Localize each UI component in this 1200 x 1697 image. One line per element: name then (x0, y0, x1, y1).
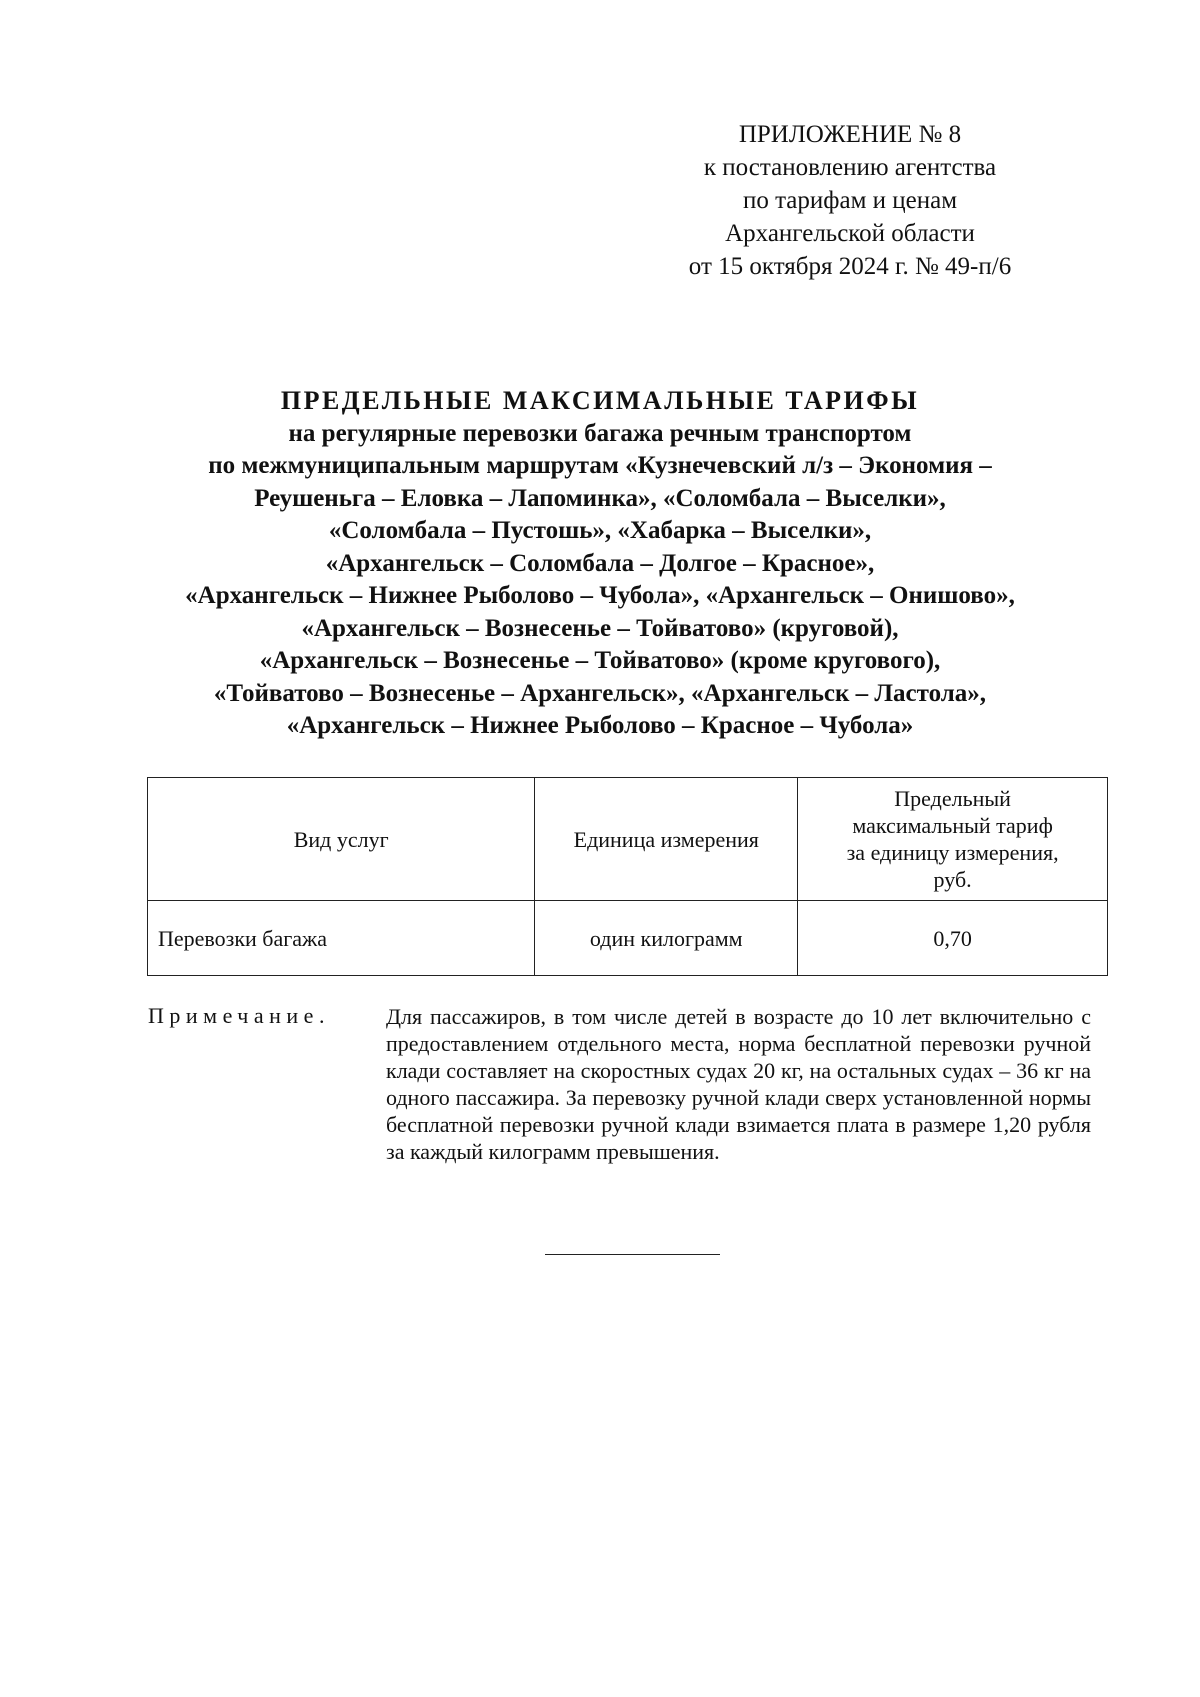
title-line: «Соломбала – Пустошь», «Хабарка – Выселки», (328, 517, 872, 544)
table-header-row (148, 778, 1108, 901)
appendix-header (650, 118, 1050, 283)
appendix-line-4: Архангельской области (725, 220, 975, 247)
title-line: «Тойватово – Вознесенье – Архангельск», «Архангельск – Ластола», (213, 679, 987, 707)
title-line: «Архангельск – Вознесенье – Тойватово» (круговой), (301, 614, 899, 642)
header-unit: Единица измерения (535, 778, 798, 901)
cell-service: Перевозки багажа (148, 901, 535, 976)
cell-tariff: 0,70 (798, 901, 1108, 976)
title-line: на регулярные перевозки багажа речным транспортом (288, 419, 912, 447)
appendix-date-number: от 15 октября 2024 г. № 49-п/6 (688, 253, 1012, 280)
header-tariff-line: максимальный тариф (852, 813, 1053, 838)
end-divider (545, 1254, 720, 1255)
title-line: «Архангельск – Вознесенье – Тойватово» (кроме кругового), (259, 647, 941, 674)
title-main: ПРЕДЕЛЬНЫЕ МАКСИМАЛЬНЫЕ ТАРИФЫ (280, 386, 920, 415)
header-tariff-line: за единицу измерения, (846, 840, 1059, 865)
title-line: «Архангельск – Соломбала – Долгое – Красное», (325, 549, 875, 577)
title-line: Реушеньга – Еловка – Лапоминка», «Соломбала – Выселки», (254, 484, 946, 512)
header-tariff-line: руб. (933, 867, 972, 892)
header-tariff (798, 778, 1108, 901)
title-line: по межмуниципальным маршрутам «Кузнечевский л/з – Экономия – (208, 452, 992, 479)
title-line: «Архангельск – Нижнее Рыболово – Красное – Чубола» (286, 712, 914, 739)
cell-unit: один килограмм (535, 901, 798, 976)
note-text: Для пассажиров, в том числе детей в возрасте до 10 лет включительно с предоставлением отдельного места, норма бесплатной перевозки ручной клади составляет на скоростных судах 20 кг, на остальных судах – 36 кг на одного пассажира. За перевозку ручной клади сверх установленной нормы бесплатной перевозки ручной клади взимается плата в размере 1,20 рубля за каждый килограмм превышения. (386, 1004, 1091, 1164)
note-label: Примечание. (148, 1003, 330, 1028)
table-row (148, 901, 1108, 976)
document-title (130, 385, 1070, 743)
appendix-number: ПРИЛОЖЕНИЕ № 8 (738, 121, 962, 148)
tariff-table (147, 777, 1108, 976)
title-line: «Архангельск – Нижнее Рыболово – Чубола», «Архангельск – Онишово», (185, 582, 1015, 609)
appendix-line-3: по тарифам и ценам (742, 187, 958, 214)
header-tariff-line: Предельный (894, 786, 1011, 811)
header-service: Вид услуг (148, 778, 535, 901)
appendix-line-2: к постановлению агентства (703, 154, 997, 181)
